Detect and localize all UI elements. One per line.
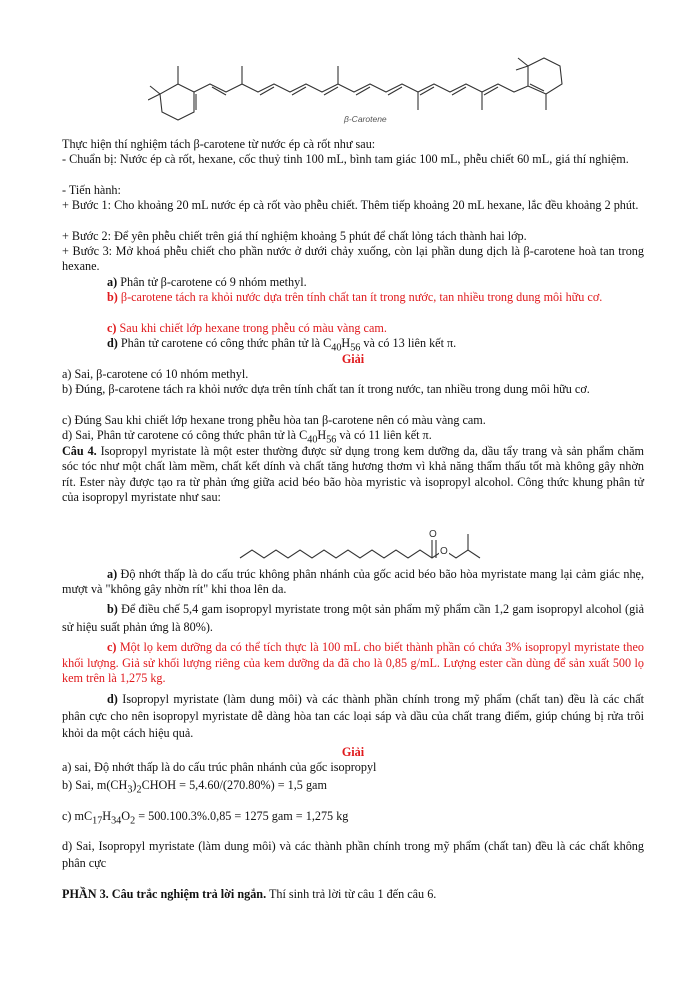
carbonyl-oxygen-label: O xyxy=(429,529,437,540)
solution-heading-2: Giải xyxy=(341,745,365,759)
q3-solution-c: c) Đúng Sau khi chiết lớp hexane trong phễu hòa tan β-carotene nên có màu vàng cam. xyxy=(62,413,486,427)
q4-statement-d: d) Isopropyl myristate (làm dung môi) và các thành phần chính trong mỹ phẩm (chất tan) đều là các chất phân cực cho nên isopropyl myristate dễ dàng hòa tan các loại sáp và dầu của chất trang điểm, giúp chúng bị rửa trôi khỏi da một cách hiệu quả. xyxy=(62,692,644,740)
q4-solution-d: d) Sai, Isopropyl myristate (làm dung môi) và các thành phần chính trong mỹ phẩm (chất tan) đều là các chất không phân cực xyxy=(62,839,644,870)
part3-heading: PHẦN 3. Câu trắc nghiệm trả lời ngắn. Thí sinh trả lời từ câu 1 đến câu 6. xyxy=(62,887,437,901)
q3-solution-a: a) Sai, β-carotene có 10 nhóm methyl. xyxy=(62,367,249,381)
q4-solution-c: c) $mC_{17}H_{34}O_2 = 500.100.3\%.0,85 = 1275$ gam = 1,275 kg xyxy=(62,809,349,827)
solution-heading-1: Giải xyxy=(341,352,365,366)
q4-intro: Câu 4. Isopropyl myristate là một ester thường được sử dụng trong kem dưỡng da, dầu tẩy trang và sản phẩm chăm sóc tóc như một chất làm mềm, chất kết dính và chất tăng hương thơm vì khả năng thẩm thấu tốt mà không gây nhờn rít. Ester này được tạo ra từ phản ứng giữa acid béo bão hòa myristic và isopropyl alcohol. Công thức khung phân tử của isopropyl myristate như sau: xyxy=(62,444,644,504)
q3-solution-b: b) Đúng, β-carotene tách ra khỏi nước dựa trên tính chất tan ít trong nước, tan nhiều trong dung môi hữu cơ. xyxy=(62,382,590,396)
procedure-heading: - Tiến hành: xyxy=(62,183,121,197)
figure-label: β-Carotene xyxy=(344,114,387,124)
q3-solution-d: d) Sai, Phân tử carotene có công thức phân tử là $C_{40}H_{56}$ và có 11 liên kết π. xyxy=(62,428,432,446)
q4-solution-a: a) sai, Độ nhớt thấp là do cấu trúc phân nhánh của gốc isopropyl xyxy=(62,760,377,774)
step-3: + Bước 3: Mở khoá phễu chiết cho phần nước ở dưới chảy xuống, còn lại phần dung dịch là β-carotene hoà tan trong hexane. xyxy=(62,244,644,274)
intro-line: Thực hiện thí nghiệm tách β-carotene từ nước ép cà rốt như sau: xyxy=(62,137,376,151)
q4-solution-b: b) Sai, $m(CH_3)_2CHOH = 5,4.60/(270.80\%) = 1,5$ gam xyxy=(62,778,327,796)
ester-oxygen-label: O xyxy=(440,546,448,557)
q4-statement-c: c) Một lọ kem dưỡng da có thể tích thực là 100 mL cho biết thành phần có chứa 3% isopropyl myristate theo khối lượng. Giả sử khối lượng riêng của kem dưỡng da đã cho là 0,85 g/mL. Lượng ester cần dùng để sản xuất 500 lọ kem trên là 1,275 kg. xyxy=(62,640,644,686)
q3-statement-a: a) Phân tử β-carotene có 9 nhóm methyl. xyxy=(107,275,307,289)
q3-statement-c: c) Sau khi chiết lớp hexane trong phễu có màu vàng cam. xyxy=(107,321,387,335)
q4-statement-b: b) Để điều chế 5,4 gam isopropyl myristate trong một sản phẩm mỹ phẩm cần 1,2 gam isopropyl alcohol (giả sử hiệu suất phản ứng là 80%). xyxy=(62,602,644,634)
beta-carotene-structure xyxy=(148,56,578,136)
q4-statement-a: a) Độ nhớt thấp là do cấu trúc không phân nhánh của gốc acid béo bão hòa myristate mang lại cảm giác nhẹ, mượt và "không gây nhờn rít" khi thoa lên da. xyxy=(62,567,644,597)
q3-statement-d: d) Phân tử carotene có công thức phân tử là $C_{40}H_{56}$ và có 13 liên kết π. xyxy=(107,336,457,354)
isopropyl-myristate-structure xyxy=(238,526,488,566)
preparation-text: - Chuẩn bị: Nước ép cà rốt, hexane, cốc thuỷ tinh 100 mL, bình tam giác 100 mL, phễu chiết 60 mL, giá thí nghiệm. xyxy=(62,152,629,166)
step-1: + Bước 1: Cho khoảng 20 mL nước ép cà rốt vào phễu chiết. Thêm tiếp khoảng 20 mL hexane, lắc đều khoảng 2 phút. xyxy=(62,198,639,212)
q3-statement-b: b) β-carotene tách ra khỏi nước dựa trên tính chất tan ít trong nước, tan nhiều trong dung môi hữu cơ. xyxy=(107,290,603,304)
step-2: + Bước 2: Để yên phễu chiết trên giá thí nghiệm khoảng 5 phút để chất lỏng tách thành hai lớp. xyxy=(62,229,527,243)
